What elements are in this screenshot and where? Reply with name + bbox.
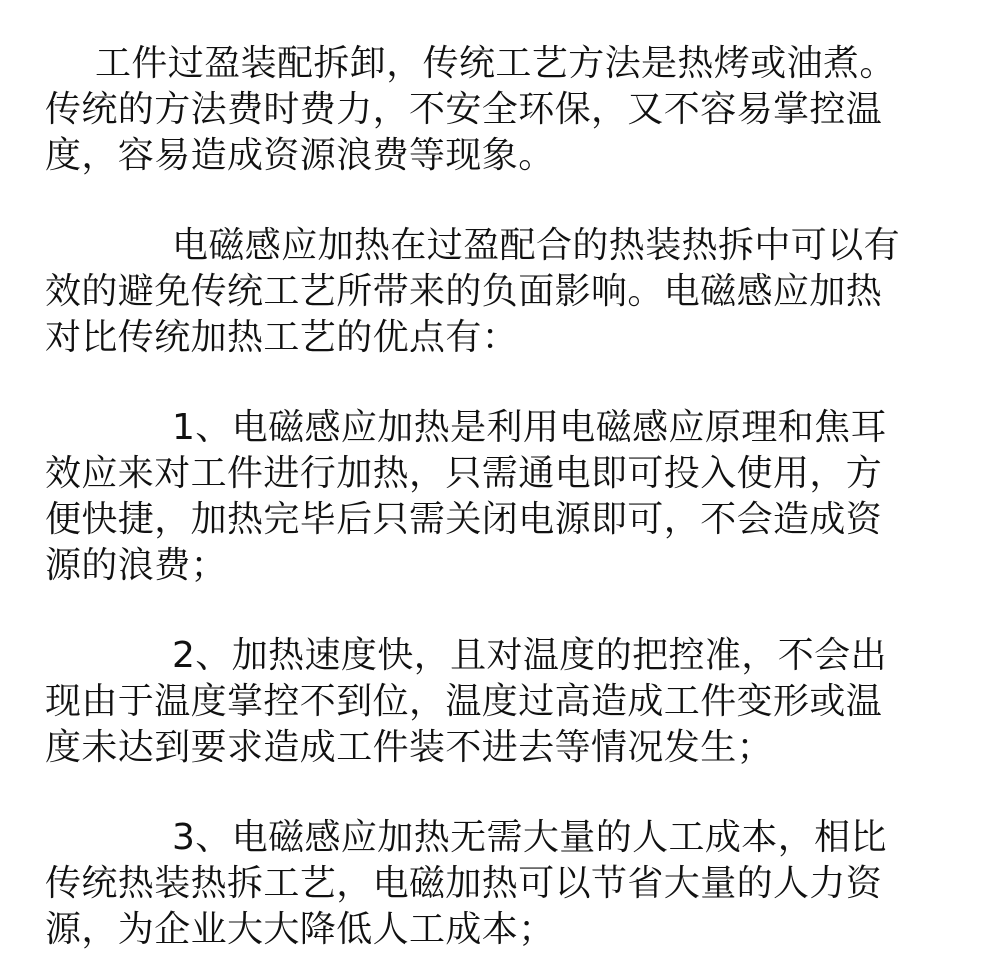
text-line: 现由于温度掌控不到位，温度过高造成工件变形或温 xyxy=(45,681,883,722)
text-line: 效的避免传统工艺所带来的负面影响。电磁感应加热 xyxy=(45,271,883,312)
text-line: 源，为企业大大降低人工成本； xyxy=(45,909,555,950)
text-line: 传统热装热拆工艺，电磁加热可以节省大量的人力资 xyxy=(45,863,883,904)
text-line: 传统的方法费时费力，不安全环保，又不容易掌控温 xyxy=(45,89,883,130)
text-line: 2、加热速度快，且对温度的把控准，不会出 xyxy=(172,635,887,676)
text-line: 3、电磁感应加热无需大量的人工成本，相比 xyxy=(172,817,887,858)
text-line: 电磁感应加热在过盈配合的热装热拆中可以有 xyxy=(172,225,901,266)
text-line: 对比传统加热工艺的优点有： xyxy=(45,317,519,358)
text-line: 效应来对工件进行加热，只需通电即可投入使用，方 xyxy=(45,453,883,494)
text-line: 1、电磁感应加热是利用电磁感应原理和焦耳 xyxy=(172,407,887,448)
text-line: 工件过盈装配拆卸，传统工艺方法是热烤或油煮。 xyxy=(95,43,896,84)
text-line: 度未达到要求造成工件装不进去等情况发生； xyxy=(45,727,774,768)
text-line: 度，容易造成资源浪费等现象。 xyxy=(45,135,555,176)
text-line: 便快捷，加热完毕后只需关闭电源即可，不会造成资 xyxy=(45,499,883,540)
text-line: 源的浪费； xyxy=(45,545,228,586)
